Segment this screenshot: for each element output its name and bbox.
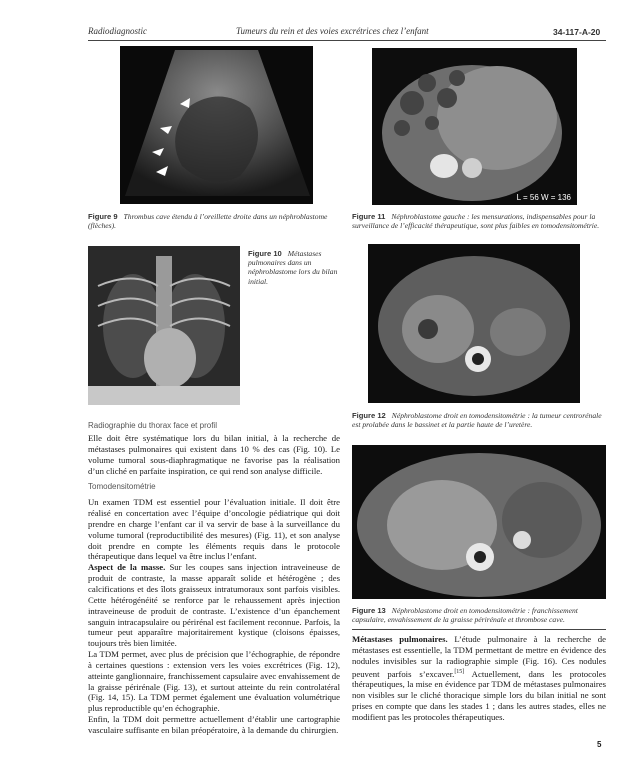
metastases-lead: Métastases pulmonaires. [352, 634, 448, 644]
figure-9-text: Thrombus cave étendu à l’oreillette droite dans un néphroblastome (flèches). [88, 212, 328, 231]
figure-9-image [120, 46, 313, 204]
paragraph-cartographie: Enfin, la TDM doit permettre actuellement d’établir une cartographie vasculaire suffisante en bilan préopératoire, à la demande du chirurgien. [88, 714, 340, 735]
figure-13-caption [352, 606, 606, 624]
figure-11-image [372, 48, 577, 205]
figure-12-image [368, 244, 580, 403]
figure-10-label: Figure 10 [248, 249, 282, 258]
paragraph-tdm-intro: Un examen TDM est essentiel pour l’évaluation initiale. Il doit être réalisé en concertation avec l’équipe d’oncologie pédiatrique qui doit prendre en charge l’enfant car il va servir de base à la surveillance du volume tumoral (reproductibilité des mesures) (Fig. 11), et son analyse doit prendre en compte les éléments requis dans le protocole thérapeutique dans lequel va être inclus l’enfant. [88, 497, 340, 562]
metastases-text-continued: Actuellement, dans les protocoles thérapeutiques, la mise en évidence par TDM de métastases pulmonaires non visibles sur le cliché thoracique simple lors du bilan initial ne sont prises en compte que dans les stades 1 ; dans les autres stades, elles ne modifient pas les protocoles thérapeutiques. [352, 668, 606, 722]
figure-9-label: Figure 9 [88, 212, 118, 221]
paragraph-aspect-masse [88, 562, 340, 649]
figure-11-label: Figure 11 [352, 212, 386, 221]
body-right-column [352, 634, 606, 723]
header-rule [88, 40, 606, 41]
ct-window-readout: L = 56 W = 136 [516, 193, 571, 202]
figure-9-caption [88, 212, 338, 230]
running-header-ref: 34-117-A-20 [553, 27, 601, 37]
figure-10-text: Métastases pulmonaires dans un néphroblastome lors du bilan initial. [248, 249, 338, 286]
figure-11-caption [352, 212, 606, 230]
figure-11-text: Néphroblastome gauche : les mensurations, indispensables pour la surveillance de l’efficacité thérapeutique, sont plus faibles en tomodensitométrie. [352, 212, 600, 231]
figure-13-text: Néphroblastome droit en tomodensitométrie : franchissement capsulaire, envahissement de la graisse périrénale et thrombose cave. [352, 606, 578, 625]
figure-12-caption [352, 411, 606, 429]
figure-13-image [352, 445, 606, 599]
figure-13-label: Figure 13 [352, 606, 386, 615]
citation-ref: [15] [454, 668, 465, 675]
figure-10-image [88, 246, 240, 405]
figure-10-caption [248, 249, 340, 286]
figure-12-text: Néphroblastome droit en tomodensitométrie : la tumeur centrorénale est prolabée dans le bassinet et la partie haute de l’uretère. [352, 411, 602, 430]
figure-13-rule [352, 629, 606, 630]
figure-12-label: Figure 12 [352, 411, 386, 420]
running-header-left: Radiodiagnostic [88, 26, 147, 36]
running-header-title: Tumeurs du rein et des voies excrétrices chez l’enfant [236, 26, 429, 36]
section-heading-radiographie: Radiographie du thorax face et profil [88, 421, 217, 430]
paragraph-tdm-precision: La TDM permet, avec plus de précision que l’échographie, de répondre à certaines questions : extension vers les voies excrétrices (Fig. 12), atteinte ganglionnaire, franchissement capsulaire avec envahissement de la graisse périrénale (Fig. 13), et surtout atteinte du rein controlatéral (Fig. 14, 15). La TDM permet également une évaluation volumétrique plus reproductible qu’en échographie. [88, 649, 340, 714]
aspect-masse-lead: Aspect de la masse. [88, 562, 166, 573]
paragraph-metastases [352, 634, 606, 723]
paragraph-radiographie: Elle doit être systématique lors du bilan initial, à la recherche de métastases pulmonaires qui existent dans 10 % des cas (Fig. 10). Le volume tumoral sous-diaphragmatique ne favorise pas la réalisation d’un cliché en parfaite inspiration, ce qui rend son analyse difficile. [88, 433, 340, 476]
page-number: 5 [597, 740, 602, 749]
body-left-column [88, 433, 340, 736]
aspect-masse-text: Sur les coupes sans injection intraveineuse de produit de contraste, la masse apparaît solide et hétérogène ; des calcifications et des îlots graisseux intratumoraux sont parfois visibles. Cette hétérogénéité se renforce par le rehaussement après injection intraveineuse de produit de contraste. L’existence d’un épanchement sanguin intracapsulaire ou périrénal est facilement reconnue. Parfois, la tumeur peut apparaître majoritairement kystique (cloisons épaisses, toujours très bien limitée. [88, 562, 341, 649]
metastases-text: L’étude pulmonaire à la recherche de métastases est essentielle, la TDM permettant de mettre en évidence des nodules invisibles sur la radiographie simple (Fig. 16). Ces nodules peuvent parfois s’excaver. [352, 634, 606, 679]
section-heading-tdm: Tomodensitométrie [88, 482, 156, 492]
